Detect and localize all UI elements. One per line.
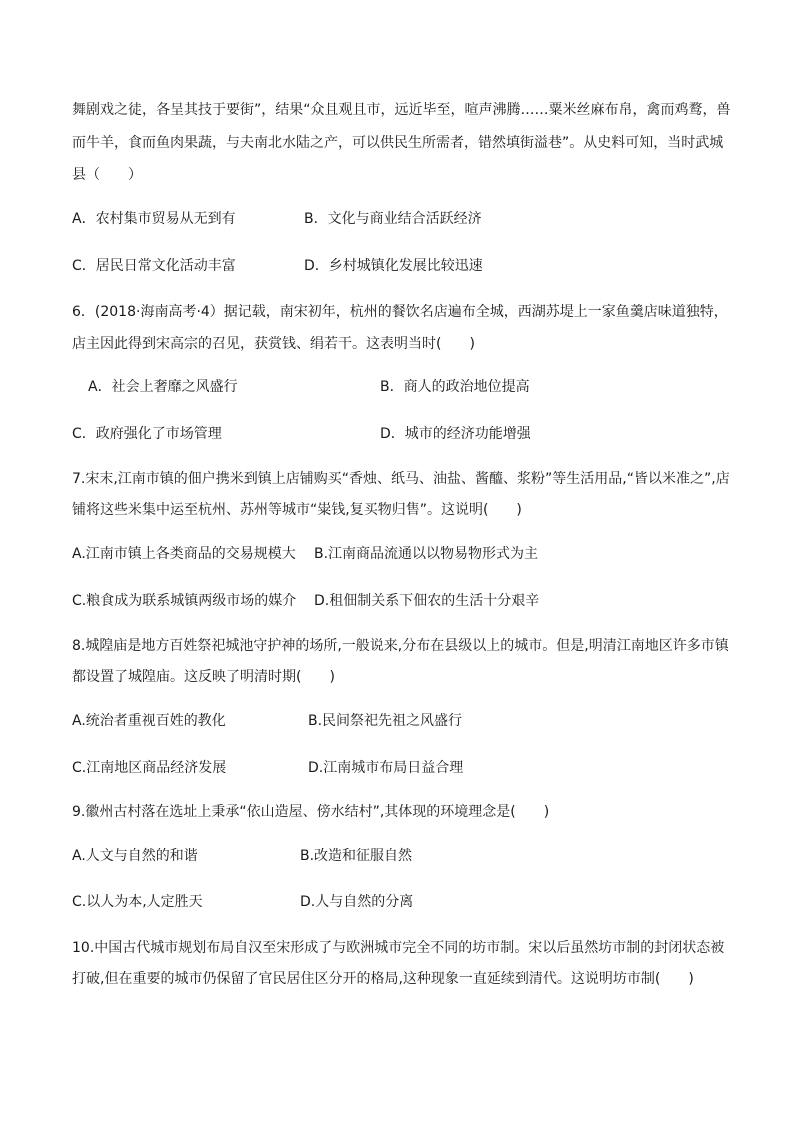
q9-option-c: C.以人为本,人定胜天 bbox=[72, 894, 203, 910]
q7-line-1: 7.宋末,江南市镇的佃户携米到镇上店铺购买“香烛、纸马、油盐、酱醯、浆粉”等生活用品,“皆以米准之”,店 bbox=[72, 471, 730, 487]
q5-option-c: C．居民日常文化活动丰富 bbox=[72, 258, 236, 274]
q6-line-2: 店主因此得到宋高宗的召见，获赏钱、绢若干。这表明当时( ) bbox=[72, 336, 475, 352]
q5-option-a: A．农村集市贸易从无到有 bbox=[72, 211, 236, 227]
q8-option-d: D.江南城市布局日益合理 bbox=[308, 760, 464, 776]
q6-option-d: D．城市的经济功能增强 bbox=[380, 426, 531, 442]
q7-line-2: 铺将这些米集中运至杭州、苏州等城市“粜钱,复买物归售”。这说明( ) bbox=[72, 502, 522, 518]
q8-line-2: 都设置了城隍庙。这反映了明清时期( ) bbox=[72, 669, 335, 685]
q6-line-1: 6．(2018·海南高考·4）据记载，南宋初年，杭州的餐饮名店遍布全城，西湖苏堤上一家鱼羹店味道独特， bbox=[72, 304, 728, 320]
q8-line-1: 8.城隍庙是地方百姓祭祀城池守护神的场所,一般说来,分布在县级以上的城市。但是,明清江南地区许多市镇 bbox=[72, 638, 729, 654]
q7-option-d: D.租佃制关系下佃农的生活十分艰辛 bbox=[314, 593, 540, 609]
q5-line-1: 舞剧戏之徒，各呈其技于要街”，结果“众且观且市，远近毕至，喧声沸腾……粟米丝麻布帛，禽而鸡鹜，兽 bbox=[72, 102, 731, 118]
q9-option-a: A.人文与自然的和谐 bbox=[72, 848, 198, 864]
q8-option-a: A.统治者重视百姓的教化 bbox=[72, 713, 226, 729]
q5-line-3: 县（ ） bbox=[72, 167, 142, 183]
q10-line-1: 10.中国古代城市规划布局自汉至宋形成了与欧洲城市完全不同的坊市制。宋以后虽然坊市制的封闭状态被 bbox=[72, 940, 725, 956]
q9-line-1: 9.徽州古村落在选址上秉承“依山造屋、傍水结村”,其体现的环境理念是( ) bbox=[72, 804, 550, 820]
q5-line-2: 而牛羊，食而鱼肉果蔬，与夫南北水陆之产，可以供民生所需者，错然填街溢巷”。从史料可知，当时武城 bbox=[72, 135, 724, 151]
q6-option-b: B．商人的政治地位提高 bbox=[380, 379, 530, 395]
q5-option-b: B．文化与商业结合活跃经济 bbox=[304, 211, 482, 227]
q8-option-c: C.江南地区商品经济发展 bbox=[72, 760, 227, 776]
q7-option-c: C.粮食成为联系城镇两级市场的媒介 bbox=[72, 593, 297, 609]
q7-option-b: B.江南商品流通以以物易物形式为主 bbox=[314, 546, 539, 562]
q10-line-2: 打破,但在重要的城市仍保留了官民居住区分开的格局,这种现象一直延续到清代。这说明坊市制( ) bbox=[72, 971, 694, 987]
q8-option-b: B.民间祭祀先祖之风盛行 bbox=[308, 713, 463, 729]
q9-option-b: B.改造和征服自然 bbox=[300, 848, 413, 864]
q5-option-d: D．乡村城镇化发展比较迅速 bbox=[304, 258, 483, 274]
q7-option-a: A.江南市镇上各类商品的交易规模大 bbox=[72, 546, 296, 562]
q6-option-a: A．社会上奢靡之风盛行 bbox=[88, 379, 238, 395]
q9-option-d: D.人与自然的分离 bbox=[300, 894, 414, 910]
q6-option-c: C．政府强化了市场管理 bbox=[72, 426, 222, 442]
